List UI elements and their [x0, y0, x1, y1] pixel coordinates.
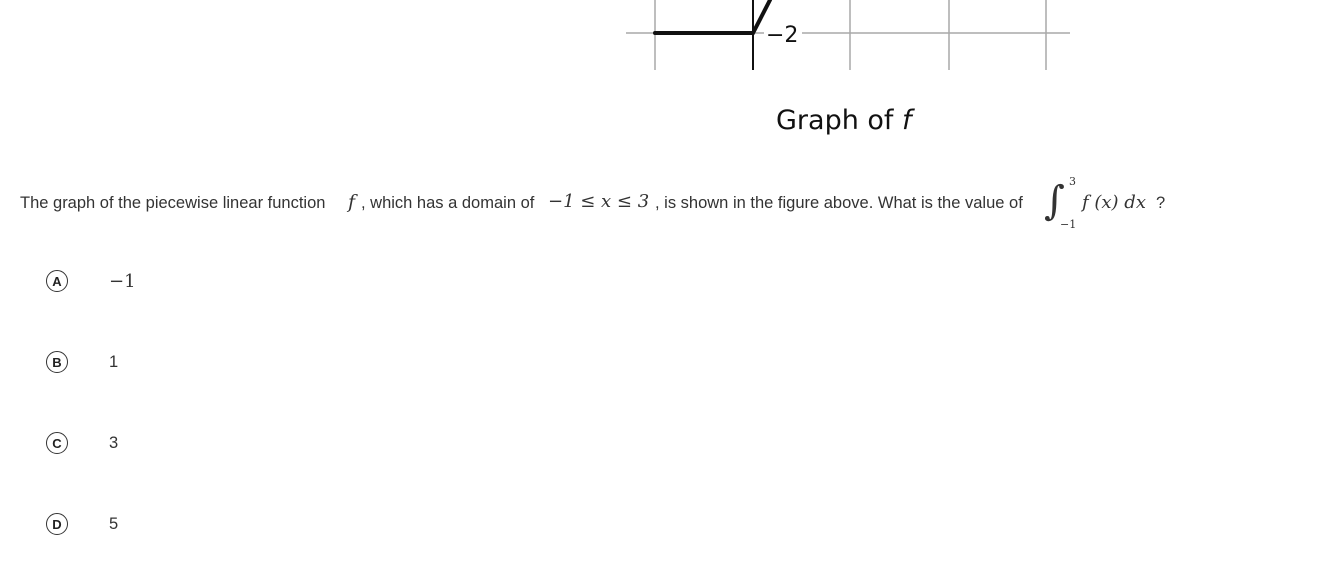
choice-a[interactable]: [46, 266, 136, 296]
question-stem: [20, 170, 1310, 234]
choice-letter-c: C: [46, 432, 68, 454]
question-end: ?: [1156, 194, 1166, 212]
question-domain: −1 ≤ x ≤ 3: [548, 191, 650, 212]
question-text-2: , which has a domain of: [361, 194, 535, 212]
integral-upper-limit: 3: [1069, 175, 1076, 188]
integral-lower-limit: −1: [1060, 218, 1077, 231]
choice-c[interactable]: [46, 428, 119, 458]
graph-figure: [0, 0, 1320, 100]
choice-d[interactable]: [46, 509, 119, 539]
choice-b[interactable]: [46, 347, 119, 377]
choice-letter-b: B: [46, 351, 68, 373]
graph-caption-text: Graph of: [776, 105, 894, 136]
choice-letter-a: A: [46, 270, 68, 292]
integrand: f (x) dx: [1082, 192, 1146, 213]
graph-caption: [776, 105, 912, 136]
question-text-1: The graph of the piecewise linear function: [20, 194, 326, 212]
choice-value-d: 5: [109, 514, 119, 533]
choice-value-b: 1: [109, 352, 119, 371]
question-function: f: [348, 191, 356, 213]
choice-letter-d: D: [46, 513, 68, 535]
choice-value-c: 3: [109, 433, 119, 452]
integral-sign: ∫: [1044, 178, 1065, 224]
question-text-3: , is shown in the figure above. What is the value of: [655, 194, 1023, 212]
choice-value-a: −1: [109, 270, 136, 292]
y-tick-label: −2: [766, 23, 799, 48]
graph-caption-function: f: [902, 105, 912, 136]
